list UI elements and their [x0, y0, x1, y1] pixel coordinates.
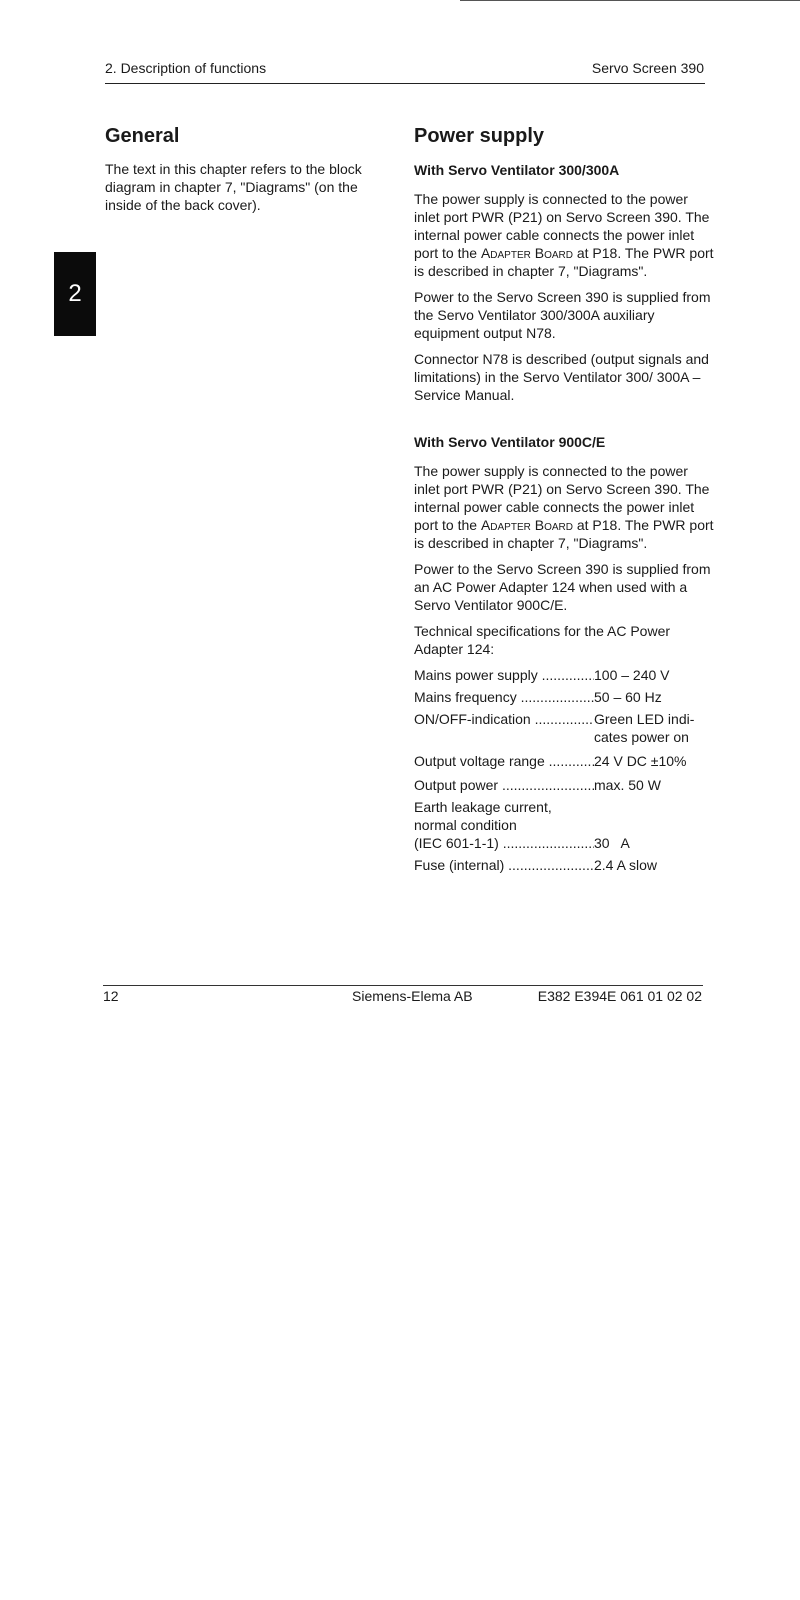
spec-value: 100 – 240 V [594, 667, 670, 683]
running-header-product: Servo Screen 390 [591, 60, 704, 76]
text-run: at P18. The PWR port is described in chapter 7, "Diagrams". [414, 517, 714, 551]
spec-label: Fuse (internal) ..... [414, 856, 594, 874]
earth-leakage-line-2: normal condition [414, 817, 517, 833]
footer-document-id: E382 E394E 061 01 02 02 [537, 988, 702, 1004]
general-column [105, 122, 390, 222]
spec-row [414, 688, 714, 706]
section-900-heading: With Servo Ventilator 900C/E [414, 434, 606, 450]
section-300-paragraph-3: Connector N78 is described (output signals and limitations) in the Servo Ventilator 300/ 300A – Service Manual. [414, 351, 709, 403]
spec-label: Mains frequency ..... [414, 688, 594, 706]
text-run: The power supply is connected to the power inlet port PWR (P21) on Servo Screen 390. The internal power cable connects the power inlet port to the [414, 191, 710, 261]
top-edge-line [460, 0, 800, 1]
spec-row [414, 834, 714, 852]
spec-value: Green LED indi-cates power on [594, 711, 695, 745]
spec-list [414, 666, 714, 874]
footer-company: Siemens-Elema AB [352, 988, 473, 1004]
spec-row [414, 856, 714, 874]
adapter-board-term: Adapter Board [480, 245, 573, 261]
spec-value: 50 – 60 Hz [594, 689, 662, 705]
spec-label: (IEC 601-1-1) ..... [414, 834, 594, 852]
general-body: The text in this chapter refers to the block diagram in chapter 7, "Diagrams" (on the inside of the back cover). [105, 161, 362, 213]
adapter-board-term: Adapter Board [480, 517, 573, 533]
page-number: 12 [103, 988, 119, 1004]
spec-value: 30 A [594, 835, 630, 851]
header-rule [105, 83, 705, 84]
earth-leakage-line-1: Earth leakage current, [414, 799, 552, 815]
chapter-tab [54, 252, 96, 336]
chapter-tab-number: 2 [68, 280, 82, 307]
spec-label: Output power ..... [414, 776, 594, 794]
section-300-paragraph-1 [414, 190, 714, 280]
section-300-paragraph-2: Power to the Servo Screen 390 is supplied from the Servo Ventilator 300/300A auxiliary equipment output N78. [414, 289, 711, 341]
spec-row [414, 666, 714, 684]
spec-row [414, 776, 714, 794]
section-300-heading: With Servo Ventilator 300/300A [414, 162, 620, 178]
power-supply-heading: Power supply [414, 125, 545, 147]
spec-value: 2.4 A slow [594, 857, 658, 873]
spec-label: Output voltage range ..... [414, 752, 594, 770]
text-run: at P18. The PWR port is described in chapter 7, "Diagrams". [414, 245, 714, 279]
footer-rule [103, 985, 703, 986]
running-header-chapter: 2. Description of functions [105, 60, 267, 76]
section-900-paragraph-2: Power to the Servo Screen 390 is supplied from an AC Power Adapter 124 when used with a Servo Ventilator 900C/E. [414, 561, 711, 613]
spec-row [414, 752, 714, 770]
power-supply-column [414, 122, 714, 878]
general-heading: General [105, 125, 180, 147]
spec-label: ON/OFF-indication ..... [414, 710, 594, 746]
spec-value: max. 50 W [594, 777, 661, 793]
spec-row [414, 710, 714, 746]
spec-label: Mains power supply ..... [414, 666, 594, 684]
spec-value: 24 V DC ±10% [594, 753, 687, 769]
text-run: The power supply is connected to the power inlet port PWR (P21) on Servo Screen 390. The internal power cable connects the power inlet port to the [414, 463, 710, 533]
section-900-paragraph-1 [414, 462, 714, 552]
section-900-paragraph-3: Technical specifications for the AC Power Adapter 124: [414, 623, 671, 657]
